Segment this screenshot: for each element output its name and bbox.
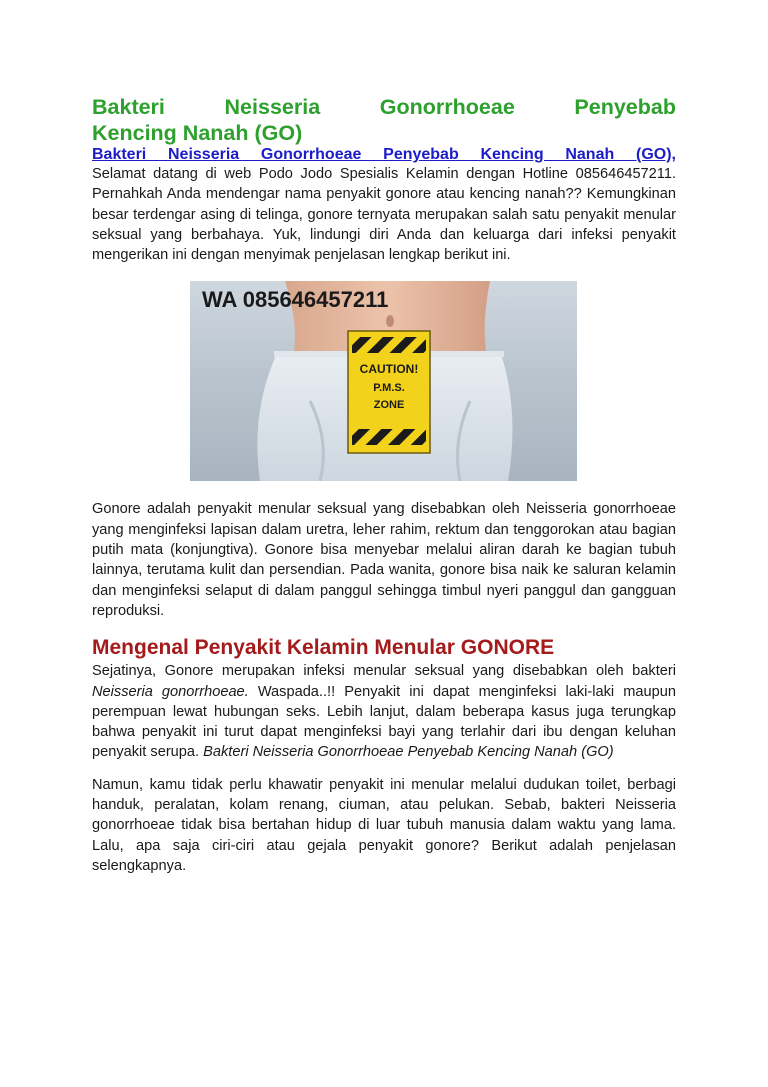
wa-overlay-text: WA 085646457211 <box>202 287 389 313</box>
sign-pms-text: P.M.S. <box>373 382 405 395</box>
intro-paragraph: Selamat datang di web Podo Jodo Spesialis Kelamin dengan Hotline 085646457211. Pernahkah Anda mendengar nama penyakit gonore atau kencing nanah?? Kemungkinan besar terdengar asing di telinga, gonore ternyata merupakan salah satu penyakit menular seksual yang berbahaya. Yuk, lindungi diri Anda dan keluarga dari infeksi penyakit mengerikan ini dengan menyimak penjelasan lengkap berikut ini. <box>92 166 676 264</box>
namun-paragraph: Namun, kamu tidak perlu khawatir penyakit ini menular melalui dudukan toilet, berbagi handuk, peralatan, kolam renang, ciuman, atau pelukan. Sebab, bakteri Neisseria gonorrhoeae tidak bisa bertahan hidup di luar tubuh manusia dalam waktu yang lama. Lalu, apa saja ciri-ciri atau gejala penyakit gonore? Berikut adalah penjelasan selengkapnya. <box>92 776 676 874</box>
gonore-paragraph: Gonore adalah penyakit menular seksual yang disebabkan oleh Neisseria gonorrhoeae yang menginfeksi lapisan dalam uretra, leher rahim, rektum dan tenggorokan atau bagian putih mata (konjungtiva). Gonore bisa menyebar melalui aliran darah ke bagian tubuh lainnya, terutama kulit dan persendian. Pada wanita, gonore bisa naik ke saluran kelamin dan menginfeksi selaput di dalam panggul sehingga timbul nyeri panggul dan gangguan reproduksi. <box>92 501 676 619</box>
document-page <box>92 94 676 876</box>
sign-caution-text: CAUTION! <box>359 362 419 377</box>
caution-pms-zone-image <box>190 281 577 481</box>
article-image <box>190 281 577 481</box>
title-line-1: Bakteri Neisseria Gonorrhoeae Penyebab <box>92 95 676 119</box>
section-heading: Mengenal Penyakit Kelamin Menular GONORE <box>92 636 555 660</box>
sejatinya-italic-b: Neisseria gonorrhoeae. <box>92 683 249 700</box>
page-title <box>92 94 676 146</box>
sejatinya-paragraph <box>92 661 676 762</box>
intro-link[interactable]: Bakteri Neisseria Gonorrhoeae Penyebab Kencing Nanah (GO), <box>92 146 676 163</box>
sejatinya-italic-d: Bakteri Neisseria Gonorrhoeae Penyebab Kencing Nanah (GO) <box>203 744 614 761</box>
sejatinya-text-c: Waspada..!! Penyakit ini dapat menginfeksi laki-laki maupun perempuan lewat hubungan seks. Lebih lanjut, dalam beberapa kasus juga terungkap bahwa penyakit ini turut dapat menginfeksi bayi yang terlahir dari ibu dengan keluhan penyakit serupa. <box>92 683 676 761</box>
sign-zone-text: ZONE <box>373 399 405 412</box>
sejatinya-text-a: Sejatinya, Gonore merupakan infeksi menular seksual yang disebabkan oleh bakteri <box>92 663 676 680</box>
title-line-2: Kencing Nanah (GO) <box>92 121 303 145</box>
